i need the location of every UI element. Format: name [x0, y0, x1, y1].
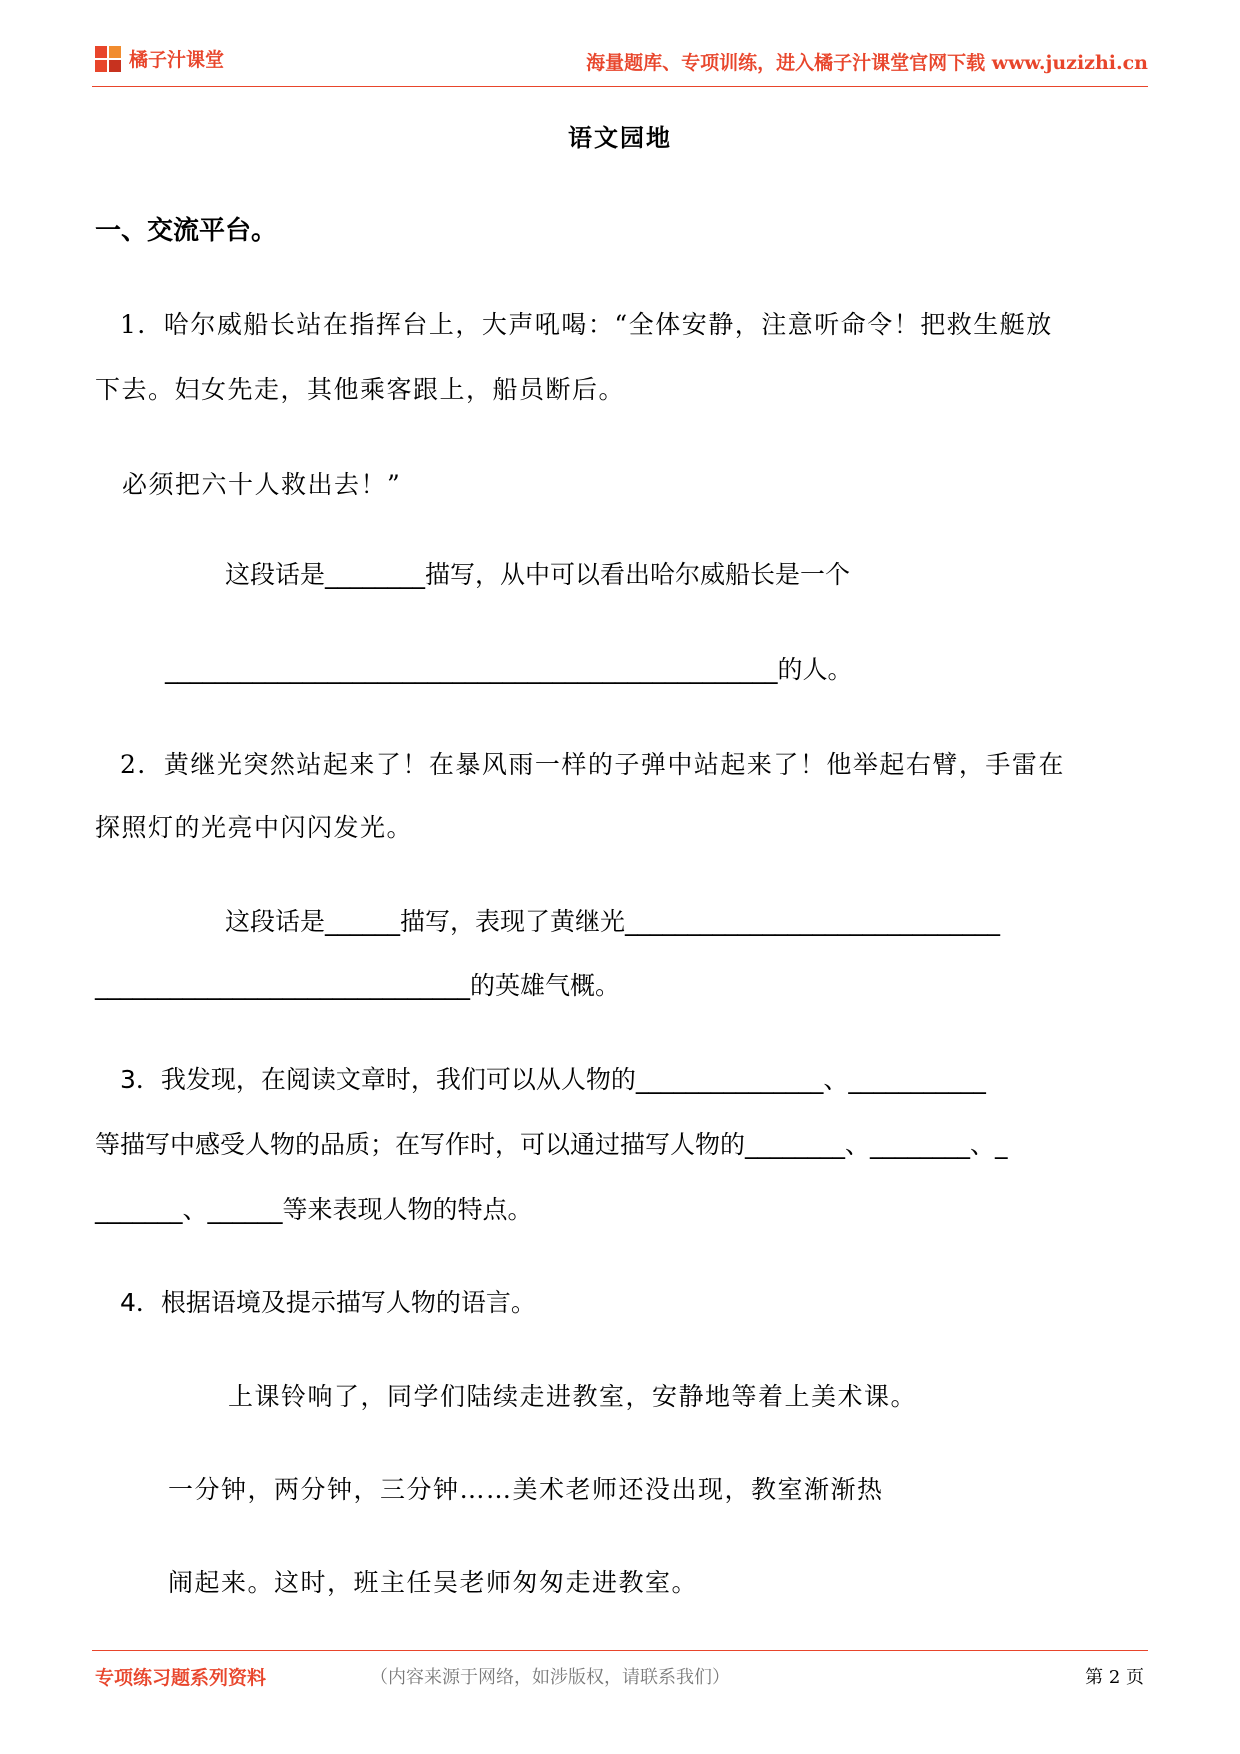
footer-copyright-note: （内容来源于网络，如涉版权，请联系我们） [370, 1667, 730, 1688]
q2-fill-line-2: ______________________________的英雄气概。 [95, 971, 621, 1000]
page-title: 语文园地 [568, 123, 672, 152]
page-number: 第 2 页 [1085, 1667, 1144, 1688]
q1-fill-line-1: 这段话是________描写，从中可以看出哈尔威船长是一个 [225, 560, 851, 589]
q1-fill-line-2: _________________________________________________的人。 [165, 655, 853, 684]
q2-line-1: 2．黄继光突然站起来了！在暴风雨一样的子弹中站起来了！他举起右臂，手雷在 [120, 750, 1065, 779]
logo-icon [95, 46, 121, 72]
q3-line-1: 3．我发现，在阅读文章时，我们可以从人物的_______________、___________ [120, 1065, 986, 1094]
q4-line-4: 闹起来。这时，班主任吴老师匆匆走进教室。 [168, 1568, 699, 1597]
q3-line-2: 等描写中感受人物的品质；在写作时，可以通过描写人物的________、________、_ [95, 1130, 1008, 1159]
q2-fill-line-1: 这段话是______描写，表现了黄继光______________________________ [225, 907, 1001, 936]
q4-line-1: 4．根据语境及提示描写人物的语言。 [120, 1288, 536, 1317]
header-slogan: 海量题库、专项训练，进入橘子汁课堂官网下载 www.juzizhi.cn [586, 52, 1148, 74]
q4-line-3: 一分钟，两分钟，三分钟……美术老师还没出现，教室渐渐热 [168, 1475, 884, 1504]
footer-series-label: 专项练习题系列资料 [95, 1667, 267, 1689]
header-divider [92, 86, 1148, 87]
q1-line-3: 必须把六十人救出去！” [122, 470, 402, 499]
q2-line-2: 探照灯的光亮中闪闪发光。 [95, 813, 414, 842]
q4-line-2: 上课铃响了，同学们陆续走进教室，安静地等着上美术课。 [228, 1382, 918, 1411]
q3-line-3: _______、______等来表现人物的特点。 [95, 1195, 533, 1224]
q1-line-2: 下去。妇女先走，其他乘客跟上，船员断后。 [95, 375, 626, 404]
brand-logo [95, 45, 224, 72]
logo-text: 橘子汁课堂 [129, 49, 225, 71]
footer-divider [92, 1650, 1148, 1651]
section-heading: 一、交流平台。 [95, 216, 278, 246]
q1-line-1: 1．哈尔威船长站在指挥台上，大声吼喝：“全体安静，注意听命令！把救生艇放 [120, 310, 1053, 339]
